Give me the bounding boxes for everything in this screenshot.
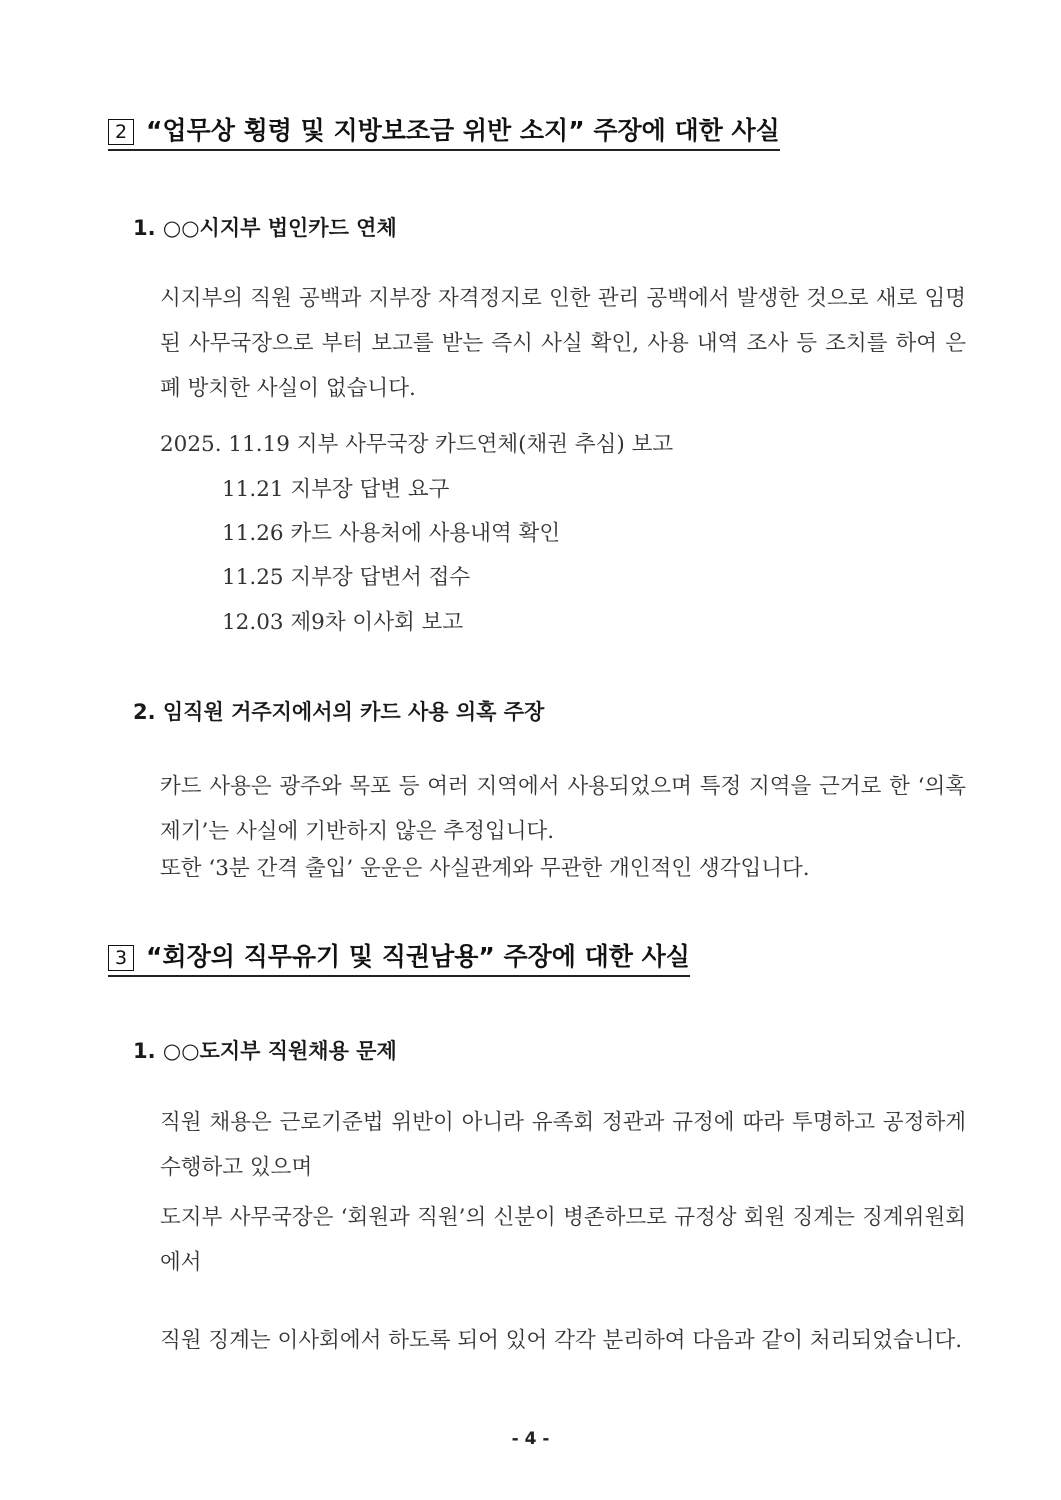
- item-3-1-text-1: 직원 채용은 근로기준법 위반이 아니라 유족회 정관과 규정에 따라 투명하고 공정하게 수행하고 있으며: [160, 1110, 966, 1180]
- item-3-1-paragraph-1: [160, 1100, 966, 1190]
- timeline-row-3: 11.26 카드 사용처에 사용내역 확인: [222, 521, 561, 546]
- item-2-1-text: 시지부의 직원 공백과 지부장 자격정지로 인한 관리 공백에서 발생한 것으로 새로 임명된 사무국장으로 부터 보고를 받는 즉시 사실 확인, 사용 내역 조사 등 조치를 하여 은폐 방치한 사실이 없습니다.: [160, 286, 966, 401]
- item-2-2-heading: 2. 임직원 거주지에서의 카드 사용 의혹 주장: [133, 700, 545, 724]
- item-3-1-text-3: 직원 징계는 이사회에서 하도록 되어 있어 각각 분리하여 다음과 같이 처리되었습니다.: [160, 1328, 963, 1353]
- page-number: - 4 -: [511, 1429, 550, 1449]
- item-3-1-paragraph-3: [160, 1318, 966, 1363]
- item-2-2-text-1: 카드 사용은 광주와 목포 등 여러 지역에서 사용되었으며 특정 지역을 근거로 한 ‘의혹 제기’는 사실에 기반하지 않은 추정입니다.: [160, 774, 966, 844]
- item-2-1-heading: 1. ○○시지부 법인카드 연체: [133, 216, 397, 240]
- item-3-1-text-2: 도지부 사무국장은 ‘회원과 직원’의 신분이 병존하므로 규정상 회원 징계는 징계위원회에서: [160, 1205, 966, 1275]
- timeline-row-5: 12.03 제9차 이사회 보고: [222, 610, 464, 635]
- section-2-heading: [108, 114, 780, 151]
- item-2-2-text-2: 또한 ‘3분 간격 출입’ 운운은 사실관계와 무관한 개인적인 생각입니다.: [160, 856, 810, 881]
- section-2-underline: [108, 149, 780, 151]
- section-3-number: 3: [108, 945, 134, 971]
- timeline-row-1: 2025. 11.19 지부 사무국장 카드연체(채권 추심) 보고: [160, 432, 674, 457]
- item-3-1-heading: 1. ○○도지부 직원채용 문제: [133, 1039, 397, 1063]
- timeline-row-2: 11.21 지부장 답변 요구: [222, 477, 450, 502]
- section-3-underline: [108, 975, 690, 977]
- item-2-2-paragraph-1: [160, 764, 966, 854]
- section-2-title: “업무상 횡령 및 지방보조금 위반 소지” 주장에 대한 사실: [146, 116, 780, 145]
- item-2-1-paragraph: [160, 276, 966, 411]
- section-3-heading: [108, 940, 690, 977]
- item-3-1-paragraph-2: [160, 1195, 966, 1285]
- section-2-number: 2: [108, 119, 134, 145]
- item-2-2-paragraph-2: [160, 846, 966, 891]
- section-3-title: “회장의 직무유기 및 직권남용” 주장에 대한 사실: [146, 942, 690, 971]
- timeline-row-4: 11.25 지부장 답변서 접수: [222, 565, 471, 590]
